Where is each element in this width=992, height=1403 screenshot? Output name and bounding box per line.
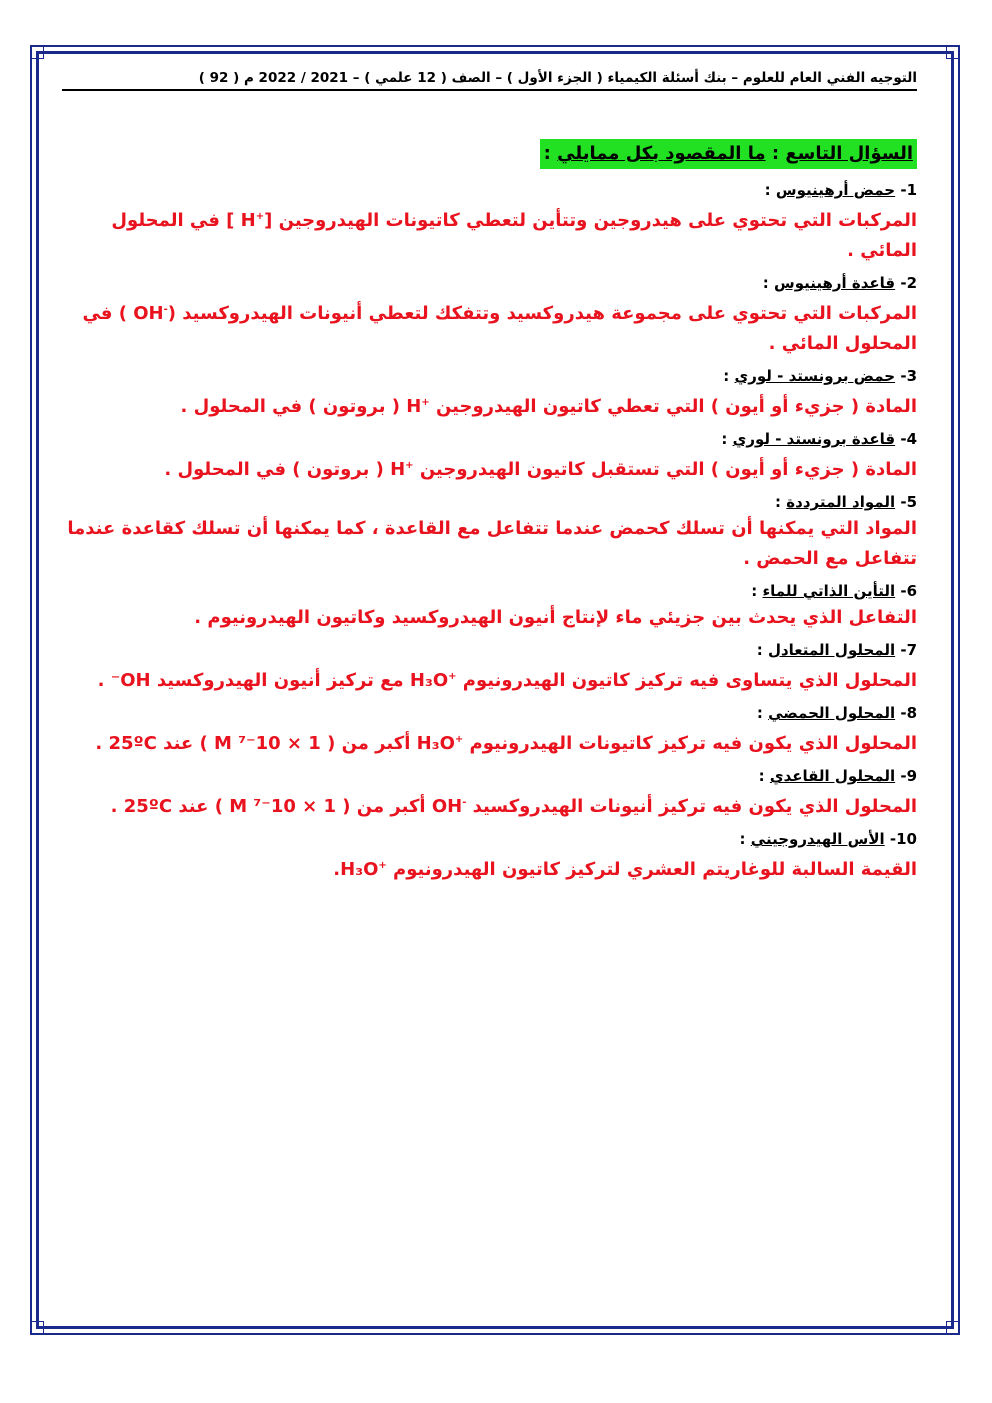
term-heading: 5- المواد المترددة : — [775, 493, 917, 511]
term-definition: المحلول الذي يكون فيه تركيز كاتيونات الهيدرونيوم H₃O+ أكبر من ( 1 × 10⁻⁷ M ) عند 25ºC . — [95, 733, 917, 754]
term-heading: 10- الأس الهيدروجيني : — [739, 830, 917, 848]
term-definition: المادة ( جزيء أو أيون ) التي تعطي كاتيون الهيدروجين H+ ( بروتون ) في المحلول . — [180, 396, 917, 417]
term-heading: 4- قاعدة برونستد - لوري : — [721, 430, 917, 448]
border-corner-bl — [30, 1321, 44, 1335]
term-heading: 7- المحلول المتعادل : — [756, 641, 917, 659]
document-page — [62, 70, 917, 885]
term-definition: المحلول الذي يكون فيه تركيز أنيونات الهيدروكسيد OH- أكبر من ( 1 × 10⁻⁷ M ) عند 25ºC . — [110, 796, 917, 817]
term-definition: التفاعل الذي يحدث بين جزيئي ماء لإنتاج أنيون الهيدروكسيد وكاتيون الهيدرونيوم . — [194, 607, 917, 628]
border-corner-tr — [946, 45, 960, 59]
term-heading: 9- المحلول القاعدي : — [758, 767, 917, 785]
term-heading: 1- حمض أرهينيوس : — [764, 181, 917, 199]
term-definition: المادة ( جزيء أو أيون ) التي تستقبل كاتيون الهيدروجين H+ ( بروتون ) في المحلول . — [164, 459, 917, 480]
term-definition: المواد التي يمكنها أن تسلك كحمض عندما تتفاعل مع القاعدة ، كما يمكنها أن تسلك كقاعدة عندما تتفاعل مع الحمض . — [67, 518, 917, 569]
question-title: السؤال التاسع : ما المقصود بكل ممايلي : — [540, 139, 917, 169]
term-definition: المركبات التي تحتوي على هيدروجين وتتأين لتعطي كاتيونات الهيدروجين [H+ ] في المحلول المائي . — [111, 210, 917, 261]
term-heading: 6- التأين الذاتي للماء : — [751, 582, 917, 600]
term-heading: 8- المحلول الحمضي : — [756, 704, 917, 722]
term-definition: المركبات التي تحتوي على مجموعة هيدروكسيد وتتفكك لتعطي أنيونات الهيدروكسيد (OH- ) في المحلول المائي . — [82, 303, 917, 354]
term-definition: القيمة السالبة للوغاريتم العشري لتركيز كاتيون الهيدرونيوم H₃O+. — [333, 859, 917, 880]
border-corner-tl — [30, 45, 44, 59]
term-definition: المحلول الذي يتساوى فيه تركيز كاتيون الهيدرونيوم H₃O+ مع تركيز أنيون الهيدروكسيد OH⁻ . — [97, 670, 917, 691]
definitions-list — [62, 179, 917, 885]
page-header: التوجيه الفني العام للعلوم – بنك أسئلة الكيمياء ( الجزء الأول ) – الصف ( 12 علمي ) – 2021 / 2022 م ( 92 ) — [62, 70, 917, 91]
border-corner-br — [946, 1321, 960, 1335]
term-heading: 3- حمض برونستد - لوري : — [723, 367, 917, 385]
term-heading: 2- قاعدة أرهينيوس : — [762, 274, 917, 292]
